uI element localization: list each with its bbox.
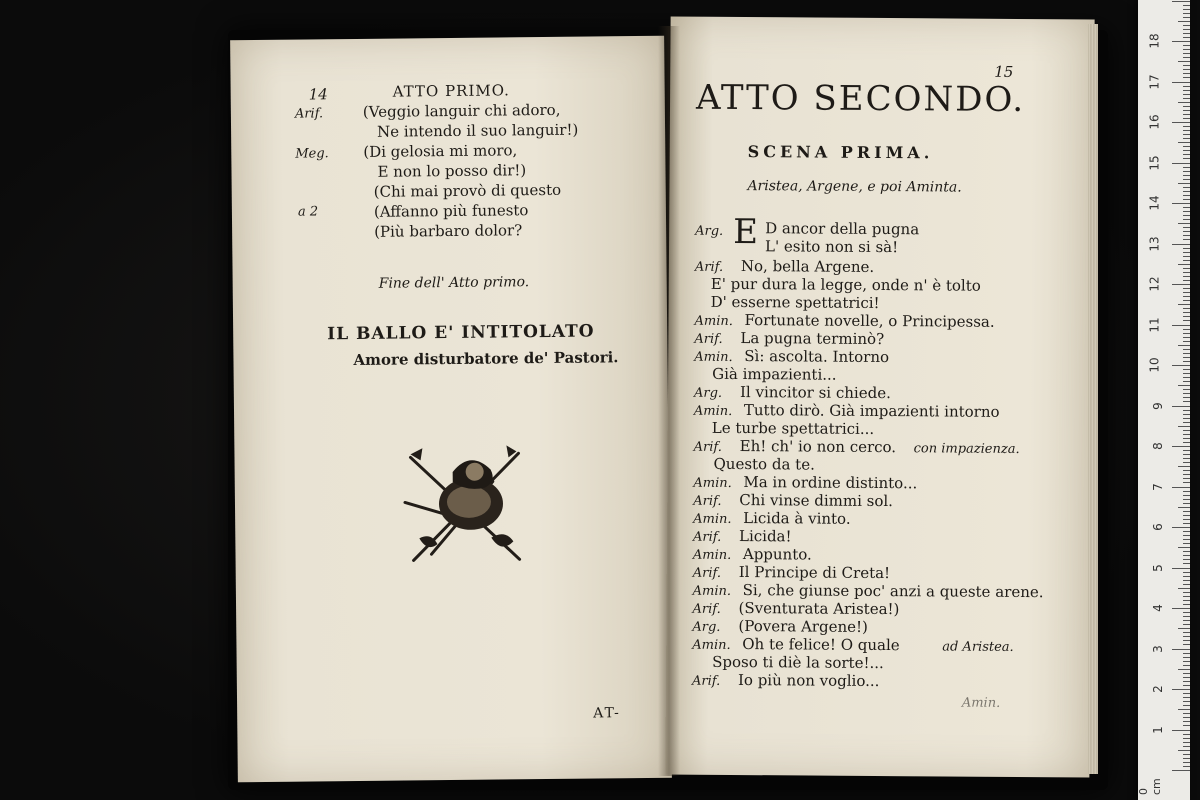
- ruler-tick: [1172, 406, 1190, 407]
- ruler-tick: [1183, 248, 1190, 249]
- dialogue-line: Appunto.: [742, 545, 812, 564]
- ruler-tick: [1183, 758, 1190, 759]
- ruler-tick: [1183, 211, 1190, 212]
- ruler-number: 10: [1147, 357, 1162, 373]
- ruler-tick: [1183, 632, 1190, 633]
- ruler-tick: [1183, 90, 1190, 91]
- ruler-tick: [1172, 649, 1190, 650]
- ruler-tick: [1183, 235, 1190, 236]
- ruler-tick: [1183, 572, 1190, 573]
- book-gutter: [658, 26, 680, 776]
- ruler-tick: [1183, 308, 1190, 309]
- ruler-tick: [1178, 21, 1190, 22]
- ruler-tick: [1183, 592, 1190, 593]
- speaker: a 2: [297, 204, 319, 220]
- ruler-tick: [1183, 438, 1190, 439]
- ruler-tick: [1183, 665, 1190, 666]
- ruler-tick: [1183, 118, 1190, 119]
- dialogue-line: (Povera Argene!): [738, 617, 868, 636]
- ruler-tick: [1172, 244, 1190, 245]
- ruler-tick: [1183, 454, 1190, 455]
- ruler-tick: [1183, 450, 1190, 451]
- running-head: ATTO PRIMO.: [392, 81, 510, 101]
- ruler-tick: [1183, 677, 1190, 678]
- dialogue-line: Oh te felice! O quale: [742, 635, 900, 655]
- dialogue-line: Il vincitor si chiede.: [739, 383, 891, 403]
- ruler-tick: [1183, 37, 1190, 38]
- ruler-tick: [1183, 45, 1190, 46]
- ruler-tick: [1183, 53, 1190, 54]
- page-edges: [1088, 24, 1098, 774]
- dialogue-line: L' esito non si sà!: [764, 237, 899, 257]
- ruler-tick: [1183, 495, 1190, 496]
- ruler-tick: [1183, 195, 1190, 196]
- ruler-tick: [1183, 86, 1190, 87]
- ruler-tick: [1183, 673, 1190, 674]
- speaker: Amin.: [694, 313, 733, 329]
- speaker: Arif.: [692, 601, 721, 617]
- speaker: Amin.: [694, 349, 733, 365]
- ruler-tick: [1178, 183, 1190, 184]
- ruler-tick: [1183, 499, 1190, 500]
- ruler-tick: [1183, 361, 1190, 362]
- ruler-tick: [1183, 256, 1190, 257]
- ruler-tick: [1183, 543, 1190, 544]
- speaker: Amin.: [693, 403, 733, 419]
- ruler-tick: [1172, 770, 1190, 771]
- ruler-tick: [1183, 503, 1190, 504]
- ruler-tick: [1183, 397, 1190, 398]
- ruler-tick: [1183, 474, 1190, 475]
- dialogue-line: Eh! ch' io non cerco.: [739, 437, 897, 457]
- ruler-number: 14: [1147, 195, 1162, 211]
- ruler-tick: [1183, 191, 1190, 192]
- ruler-tick: [1183, 612, 1190, 613]
- ruler-tick: [1183, 519, 1190, 520]
- ruler-tick: [1183, 653, 1190, 654]
- ruler-tick: [1183, 268, 1190, 269]
- ruler-tick: [1183, 349, 1190, 350]
- ruler-number: 15: [1147, 154, 1162, 171]
- speaker: Amin.: [693, 511, 732, 527]
- dialogue-line: D' esserne spettatrici!: [710, 292, 880, 312]
- ruler-tick: [1172, 284, 1190, 285]
- ruler-tick: [1183, 57, 1190, 58]
- ruler-tick: [1178, 547, 1190, 548]
- ruler-number: 8: [1151, 442, 1166, 450]
- ruler-number: 3: [1151, 644, 1166, 653]
- ruler-unit-label: 0 cm: [1137, 778, 1163, 795]
- ruler-tick: [1183, 154, 1190, 155]
- ruler-tick: [1183, 640, 1190, 641]
- scene-title: SCENA PRIMA.: [747, 142, 934, 163]
- ruler-tick: [1183, 373, 1190, 374]
- speaker: Amin.: [692, 637, 731, 653]
- ruler-tick: [1183, 167, 1190, 168]
- ruler-tick: [1183, 337, 1190, 338]
- ruler-tick: [1183, 98, 1190, 99]
- dialogue-line: No, bella Argene.: [740, 257, 875, 276]
- ruler-tick: [1183, 734, 1190, 735]
- ruler-tick: [1183, 576, 1190, 577]
- ruler-tick: [1178, 102, 1190, 103]
- ruler-tick: [1183, 470, 1190, 471]
- ruler-number: 13: [1147, 235, 1162, 252]
- ruler-tick: [1183, 693, 1190, 694]
- ruler-tick: [1183, 341, 1190, 342]
- ruler-tick: [1183, 559, 1190, 560]
- ruler-tick: [1183, 171, 1190, 172]
- ruler-tick: [1178, 304, 1190, 305]
- ruler-tick: [1172, 82, 1190, 83]
- ruler-tick: [1183, 231, 1190, 232]
- ruler-tick: [1183, 179, 1190, 180]
- ruler-number: 16: [1147, 114, 1162, 130]
- ruler-tick: [1183, 13, 1190, 14]
- ruler-tick: [1183, 199, 1190, 200]
- right-page: [665, 17, 1094, 778]
- dialogue-line: Le turbe spettatrici...: [711, 418, 875, 438]
- ruler-tick: [1183, 316, 1190, 317]
- ruler-tick: [1183, 762, 1190, 763]
- ruler-tick: [1178, 385, 1190, 386]
- ruler-tick: [1183, 329, 1190, 330]
- dialogue-line: Chi vinse dimmi sol.: [739, 491, 894, 511]
- ruler-number: 5: [1151, 563, 1166, 572]
- ruler-number: 7: [1151, 482, 1166, 491]
- measurement-ruler: [1138, 0, 1190, 800]
- dialogue-line: Sì: ascolta. Intorno: [744, 347, 890, 367]
- ruler-tick: [1183, 312, 1190, 313]
- dialogue-line: Ma in ordine distinto...: [743, 473, 918, 493]
- ruler-tick: [1183, 685, 1190, 686]
- ruler-tick: [1183, 442, 1190, 443]
- ruler-tick: [1183, 523, 1190, 524]
- ruler-tick: [1183, 717, 1190, 718]
- ruler-tick: [1183, 288, 1190, 289]
- end-of-act: Fine dell' Atto primo.: [378, 274, 530, 292]
- ruler-tick: [1172, 730, 1190, 731]
- ruler-tick: [1183, 620, 1190, 621]
- ruler-tick: [1183, 215, 1190, 216]
- ruler-tick: [1183, 381, 1190, 382]
- verse-line: (Di gelosia mi moro,: [363, 141, 518, 161]
- ruler-tick: [1178, 142, 1190, 143]
- speaker: Arif.: [693, 439, 722, 455]
- ruler-tick: [1172, 203, 1190, 204]
- dialogue-line: (Sventurata Aristea!): [738, 599, 900, 619]
- dialogue-line: Sposo ti diè la sorte!...: [712, 652, 884, 673]
- ruler-tick: [1183, 604, 1190, 605]
- ruler-tick: [1183, 130, 1190, 131]
- ruler-tick: [1183, 77, 1190, 78]
- ruler-tick: [1183, 401, 1190, 402]
- ruler-tick: [1183, 300, 1190, 301]
- dialogue-line: Già impazienti...: [712, 364, 837, 384]
- ruler-tick: [1183, 584, 1190, 585]
- ruler-tick: [1183, 146, 1190, 147]
- left-page: [230, 36, 672, 783]
- ruler-tick: [1172, 365, 1190, 366]
- ruler-tick: [1178, 507, 1190, 508]
- ruler-tick: [1183, 353, 1190, 354]
- ruler-tick: [1183, 369, 1190, 370]
- dialogue-line: Io più non voglio...: [737, 671, 880, 691]
- ruler-tick: [1183, 73, 1190, 74]
- ruler-tick: [1183, 138, 1190, 139]
- ballo-title: IL BALLO E' INTITOLATO: [327, 321, 595, 345]
- ruler-number: 11: [1147, 316, 1162, 333]
- verse-line: (Chi mai provò di questo: [373, 180, 562, 201]
- ruler-number: 12: [1147, 276, 1162, 292]
- ruler-tick: [1183, 551, 1190, 552]
- ruler-tick: [1183, 9, 1190, 10]
- ruler-tick: [1183, 491, 1190, 492]
- ruler-tick: [1183, 511, 1190, 512]
- catchword: Amin.: [961, 695, 1001, 711]
- ruler-tick: [1183, 150, 1190, 151]
- ruler-tick: [1183, 414, 1190, 415]
- ruler-tick: [1183, 624, 1190, 625]
- ruler-tick: [1178, 750, 1190, 751]
- ruler-tick: [1183, 94, 1190, 95]
- speaker: Meg.: [295, 146, 329, 162]
- speaker: Arif.: [692, 565, 722, 581]
- ruler-tick: [1172, 163, 1190, 164]
- ruler-tick: [1183, 681, 1190, 682]
- verse-line: (Più barbaro dolor?: [374, 221, 523, 241]
- ruler-tick: [1183, 430, 1190, 431]
- dialogue-line: La pugna terminò?: [740, 329, 885, 349]
- ruler-tick: [1183, 207, 1190, 208]
- ruler-tick: [1183, 134, 1190, 135]
- dialogue-line: D ancor della pugna: [765, 219, 920, 239]
- ruler-tick: [1178, 223, 1190, 224]
- drop-cap: E: [733, 211, 759, 253]
- ruler-tick: [1172, 122, 1190, 123]
- ruler-tick: [1183, 17, 1190, 18]
- dialogue-line: Fortunate novelle, o Principessa.: [744, 311, 995, 331]
- ruler-number: 6: [1151, 523, 1166, 531]
- ruler-number: 2: [1151, 685, 1166, 693]
- stage-direction: con impazienza.: [913, 441, 1020, 457]
- ruler-tick: [1183, 320, 1190, 321]
- speaker: Arif.: [294, 106, 324, 122]
- speaker: Arif.: [694, 259, 724, 275]
- ruler-tick: [1183, 478, 1190, 479]
- ruler-tick: [1178, 466, 1190, 467]
- dialogue-line: E' pur dura la legge, onde n' è tolto: [710, 274, 981, 295]
- ruler-tick: [1183, 721, 1190, 722]
- speaker: Arg.: [693, 385, 723, 401]
- ruler-tick: [1172, 568, 1190, 569]
- ruler-tick: [1183, 458, 1190, 459]
- page-number: 14: [308, 85, 328, 104]
- speaker: Amin.: [692, 583, 732, 599]
- dialogue-line: Questo da te.: [713, 454, 815, 474]
- ruler-tick: [1183, 410, 1190, 411]
- ruler-tick: [1183, 754, 1190, 755]
- ruler-tick: [1183, 418, 1190, 419]
- ruler-tick: [1183, 482, 1190, 483]
- ruler-number: 9: [1151, 401, 1166, 410]
- dialogue-line: Tutto dirò. Già impazienti intorno: [743, 401, 1000, 421]
- ruler-tick: [1183, 377, 1190, 378]
- ruler-number: 1: [1151, 725, 1166, 734]
- ruler-tick: [1183, 766, 1190, 767]
- ruler-tick: [1183, 252, 1190, 253]
- dialogue-line: Il Principe di Creta!: [738, 563, 891, 583]
- verse-line: E non lo posso dir!): [377, 161, 527, 181]
- ruler-tick: [1183, 701, 1190, 702]
- ruler-tick: [1178, 61, 1190, 62]
- character-list: Aristea, Argene, e poi Aminta.: [747, 178, 962, 196]
- ruler-tick: [1183, 616, 1190, 617]
- ruler-tick: [1183, 25, 1190, 26]
- ruler-tick: [1183, 434, 1190, 435]
- speaker: Arif.: [691, 673, 721, 689]
- ruler-tick: [1183, 515, 1190, 516]
- ruler-tick: [1172, 487, 1190, 488]
- ruler-tick: [1172, 1, 1190, 2]
- ruler-tick: [1183, 580, 1190, 581]
- ruler-tick: [1172, 689, 1190, 690]
- ruler-tick: [1183, 600, 1190, 601]
- ruler-tick: [1183, 29, 1190, 30]
- ruler-tick: [1183, 227, 1190, 228]
- ruler-tick: [1172, 608, 1190, 609]
- ruler-number: 4: [1151, 604, 1166, 612]
- ruler-tick: [1183, 126, 1190, 127]
- ruler-tick: [1172, 527, 1190, 528]
- ruler-tick: [1183, 296, 1190, 297]
- ruler-tick: [1183, 535, 1190, 536]
- ruler-tick: [1183, 69, 1190, 70]
- ruler-tick: [1183, 738, 1190, 739]
- page-number: 15: [994, 62, 1014, 81]
- ruler-tick: [1183, 644, 1190, 645]
- ruler-tick: [1183, 110, 1190, 111]
- speaker: Arg.: [692, 619, 721, 635]
- ruler-number: 17: [1147, 73, 1162, 90]
- stage-direction: ad Aristea.: [942, 639, 1014, 655]
- act-title: ATTO SECONDO.: [695, 77, 1026, 121]
- ruler-tick: [1183, 175, 1190, 176]
- dialogue-line: Si, che giunse poc' anzi a queste arene.: [742, 581, 1044, 602]
- ruler-tick: [1183, 746, 1190, 747]
- ruler-tick: [1183, 393, 1190, 394]
- speaker: Arg.: [695, 223, 724, 239]
- ruler-tick: [1183, 333, 1190, 334]
- ruler-tick: [1183, 657, 1190, 658]
- ruler-tick: [1183, 65, 1190, 66]
- ruler-tick: [1183, 5, 1190, 6]
- ruler-tick: [1183, 260, 1190, 261]
- ruler-tick: [1183, 742, 1190, 743]
- speaker: Arif.: [694, 331, 723, 347]
- ruler-tick: [1183, 389, 1190, 390]
- dialogue-line: Licida!: [738, 527, 792, 546]
- ruler-tick: [1183, 697, 1190, 698]
- ruler-tick: [1183, 33, 1190, 34]
- ruler-tick: [1172, 41, 1190, 42]
- ruler-tick: [1183, 239, 1190, 240]
- ruler-tick: [1183, 272, 1190, 273]
- speaker: Amin.: [692, 547, 732, 563]
- ruler-tick: [1178, 345, 1190, 346]
- ruler-tick: [1183, 705, 1190, 706]
- ruler-tick: [1183, 563, 1190, 564]
- verse-line: Ne intendo il suo languir!): [376, 120, 579, 141]
- ruler-tick: [1183, 280, 1190, 281]
- ruler-tick: [1178, 426, 1190, 427]
- ruler-tick: [1183, 276, 1190, 277]
- ruler-tick: [1178, 669, 1190, 670]
- verse-line: (Affanno più funesto: [373, 201, 529, 221]
- ruler-tick: [1183, 114, 1190, 115]
- ruler-tick: [1172, 446, 1190, 447]
- ruler-tick: [1183, 531, 1190, 532]
- catchword: AT-: [593, 705, 621, 722]
- speaker: Amin.: [693, 475, 732, 491]
- ballo-subtitle: Amore disturbatore de' Pastori.: [353, 348, 619, 370]
- ruler-tick: [1183, 219, 1190, 220]
- ruler-tick: [1183, 49, 1190, 50]
- ruler-number: 18: [1147, 33, 1162, 49]
- ruler-tick: [1183, 636, 1190, 637]
- speaker: Arif.: [693, 493, 722, 509]
- ruler-tick: [1178, 709, 1190, 710]
- ruler-tick: [1178, 264, 1190, 265]
- speaker: Arif.: [692, 529, 722, 545]
- woodcut-ornament: [400, 441, 531, 572]
- ruler-tick: [1183, 555, 1190, 556]
- ruler-tick: [1183, 292, 1190, 293]
- ruler-tick: [1183, 357, 1190, 358]
- ruler-tick: [1183, 596, 1190, 597]
- ruler-tick: [1183, 106, 1190, 107]
- ruler-tick: [1183, 462, 1190, 463]
- ruler-tick: [1183, 713, 1190, 714]
- ruler-tick: [1178, 628, 1190, 629]
- ruler-tick: [1183, 661, 1190, 662]
- ruler-tick: [1183, 158, 1190, 159]
- ruler-tick: [1172, 325, 1190, 326]
- verse-line: (Veggio languir chi adoro,: [362, 100, 561, 121]
- dialogue-line: Licida à vinto.: [743, 509, 851, 528]
- ruler-tick: [1178, 588, 1190, 589]
- ruler-tick: [1183, 725, 1190, 726]
- ruler-tick: [1183, 422, 1190, 423]
- ruler-tick: [1183, 187, 1190, 188]
- ruler-tick: [1183, 539, 1190, 540]
